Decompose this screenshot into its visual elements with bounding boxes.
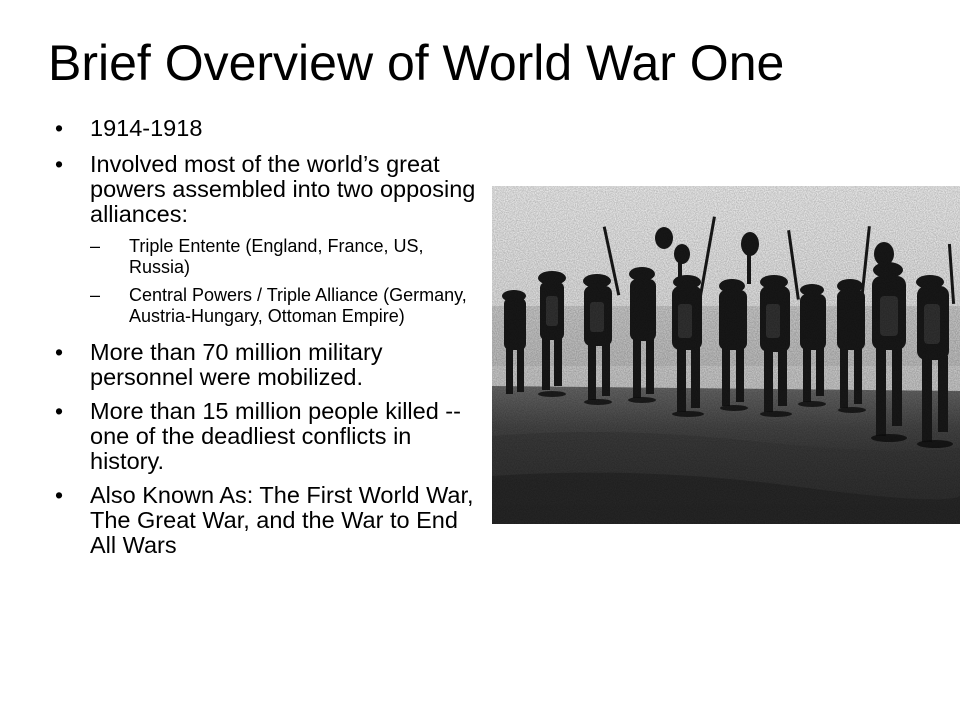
sub-item-text: Central Powers / Triple Alliance (Germany, Austria-Hungary, Ottoman Empire) — [129, 285, 467, 326]
sub-bullet-marker: – — [90, 285, 101, 305]
bullet-marker: • — [55, 339, 64, 365]
sub-item-triple-entente — [48, 236, 483, 278]
sub-item-central-powers — [48, 285, 483, 327]
bullet-list — [48, 116, 483, 558]
soldiers-marching-photo — [492, 186, 960, 524]
bullet-marker: • — [55, 482, 64, 508]
slide-title: Brief Overview of World War One — [48, 35, 785, 91]
bullet-text: Also Known As: The First World War, The Great War, and the War to End All Wars — [90, 482, 474, 558]
bullet-text: More than 70 million military personnel were mobilized. — [90, 339, 383, 390]
bullet-item-aka — [48, 483, 483, 558]
bullet-text: 1914-1918 — [90, 115, 203, 141]
bullet-text: More than 15 million people killed -- one of the deadliest conflicts in history. — [90, 398, 461, 474]
bullet-marker: • — [55, 151, 64, 177]
sub-bullet-marker: – — [90, 236, 101, 256]
bullet-text: Involved most of the world’s great powers assembled into two opposing alliances: — [90, 151, 476, 227]
bullet-marker: • — [55, 398, 64, 424]
bullet-item-casualties — [48, 399, 483, 474]
bullet-item-mobilized — [48, 340, 483, 390]
sub-item-text: Triple Entente (England, France, US, Russia) — [129, 236, 424, 277]
bullet-item-dates — [48, 116, 483, 141]
bullet-item-alliances — [48, 152, 483, 227]
bullet-marker: • — [55, 115, 64, 141]
